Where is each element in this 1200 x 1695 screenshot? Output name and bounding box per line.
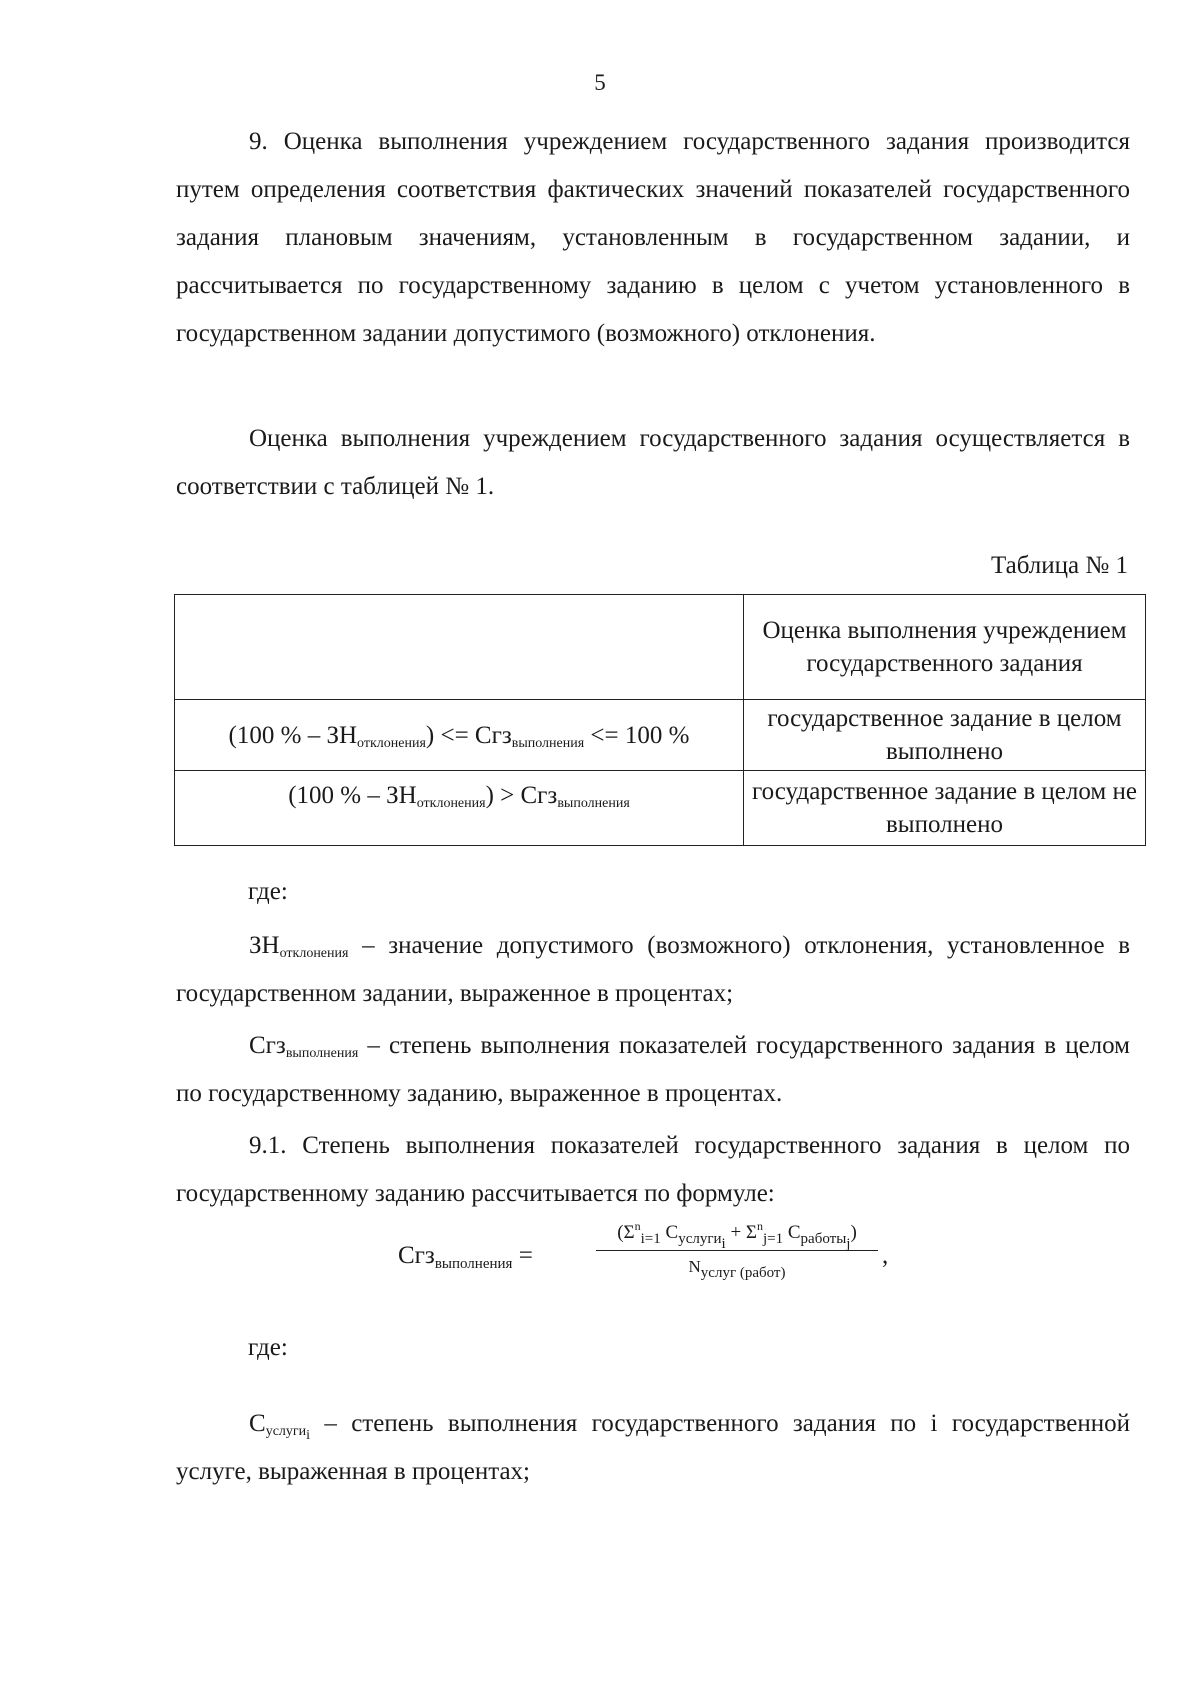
works-sub-index: j — [846, 1236, 851, 1252]
result-cell: государственное задание в целом не выполнено — [744, 771, 1146, 846]
page-number: 5 — [594, 70, 606, 95]
table-header-row — [175, 595, 1146, 700]
definition-text: – степень выполнения показателей государственного задания в целом по государственному заданию, выраженное в процентах. — [176, 1032, 1130, 1107]
where-label: где: — [248, 1334, 288, 1361]
condition-open: (100 % – ЗН — [228, 721, 358, 749]
definition-symbol-sub-index: i — [306, 1428, 311, 1443]
paragraph-9: 9. Оценка выполнения учреждением государственного задания производится путем определения соответствия фактических значений показателей государственного задания плановым значениям, установленным в государственном задании, и рассчитывается по государственному заданию в целом с учетом установленного в государственном задании допустимого (возможного) отклонения. — [176, 128, 1130, 347]
condition-sub-deviation: отклонения — [357, 735, 426, 751]
definition-symbol: Сгз — [249, 1032, 286, 1059]
definition-text: – значение допустимого (возможного) отклонения, установленное в государственном задании, выраженное в процентах; — [176, 932, 1130, 1007]
paragraph-9-continuation: Оценка выполнения учреждением государственного задания осуществляется в соответствии с таблицей № 1. — [176, 425, 1130, 500]
definition-deviation — [176, 922, 1130, 1018]
header-cell-condition — [175, 595, 744, 700]
denominator-symbol: N — [688, 1257, 701, 1276]
services-sub-index: i — [721, 1236, 726, 1252]
denominator-sub: услуг (работ) — [700, 1265, 786, 1281]
header-cell-evaluation: Оценка выполнения учреждением государственного задания — [744, 595, 1146, 700]
result-cell: государственное задание в целом выполнено — [744, 700, 1146, 771]
table-row — [175, 771, 1146, 846]
formula-lhs-symbol: Сгз — [398, 1242, 435, 1269]
definition-symbol-sub: выполнения — [285, 1046, 359, 1061]
formula-lhs — [398, 1242, 533, 1270]
numerator-open: (Σ — [617, 1222, 635, 1243]
services-sub — [678, 1231, 726, 1252]
numerator-close: ) — [850, 1222, 857, 1243]
formula-lhs-sub: выполнения — [434, 1256, 513, 1272]
works-symbol: С — [783, 1222, 801, 1243]
sum2-sub: j=1 — [762, 1231, 784, 1247]
numerator-plus: + Σ — [725, 1222, 757, 1243]
sum2-sup: n — [756, 1219, 763, 1233]
works-sub-text: работы — [800, 1231, 847, 1247]
condition-cell — [175, 700, 744, 771]
where-label: где: — [248, 878, 288, 905]
condition-cell — [175, 771, 744, 846]
definition-service-degree — [176, 1400, 1130, 1496]
formula-numerator — [596, 1219, 878, 1252]
condition-sub-completion: выполнения — [557, 796, 630, 811]
table-caption: Таблица № 1 — [990, 552, 1128, 579]
table-row — [175, 700, 1146, 771]
formula-fraction — [596, 1219, 878, 1281]
condition-close: <= 100 % — [584, 721, 690, 749]
sum1-sup: n — [634, 1219, 641, 1233]
formula-equals: = — [512, 1242, 533, 1269]
definition-text: – степень выполнения государственного задания по i государственной услуге, выраженная в процентах; — [176, 1410, 1130, 1485]
definition-symbol-sub: отклонения — [279, 946, 349, 961]
condition-open: (100 % – ЗН — [288, 782, 417, 809]
condition-sub-deviation: отклонения — [416, 796, 486, 811]
condition-mid: ) > Сгз — [485, 782, 558, 809]
formula-comma: , — [882, 1242, 889, 1269]
services-sub-text: услуги — [678, 1231, 722, 1247]
definition-symbol: С — [249, 1410, 266, 1437]
paragraph-9-1: 9.1. Степень выполнения показателей государственного задания в целом по государственному заданию рассчитывается по формуле: — [176, 1132, 1130, 1207]
definition-symbol-sub-text: услуги — [265, 1424, 307, 1439]
sum1-sub: i=1 — [640, 1231, 661, 1247]
condition-sub-completion: выполнения — [511, 735, 585, 751]
formula-denominator — [596, 1251, 878, 1281]
definition-symbol: ЗН — [249, 932, 280, 959]
definition-symbol-sub — [265, 1424, 311, 1443]
condition-mid: ) <= Сгз — [425, 721, 512, 749]
definition-completion-degree — [176, 1022, 1130, 1118]
works-sub — [800, 1231, 851, 1252]
evaluation-table — [174, 594, 1146, 846]
services-symbol: С — [660, 1222, 679, 1243]
